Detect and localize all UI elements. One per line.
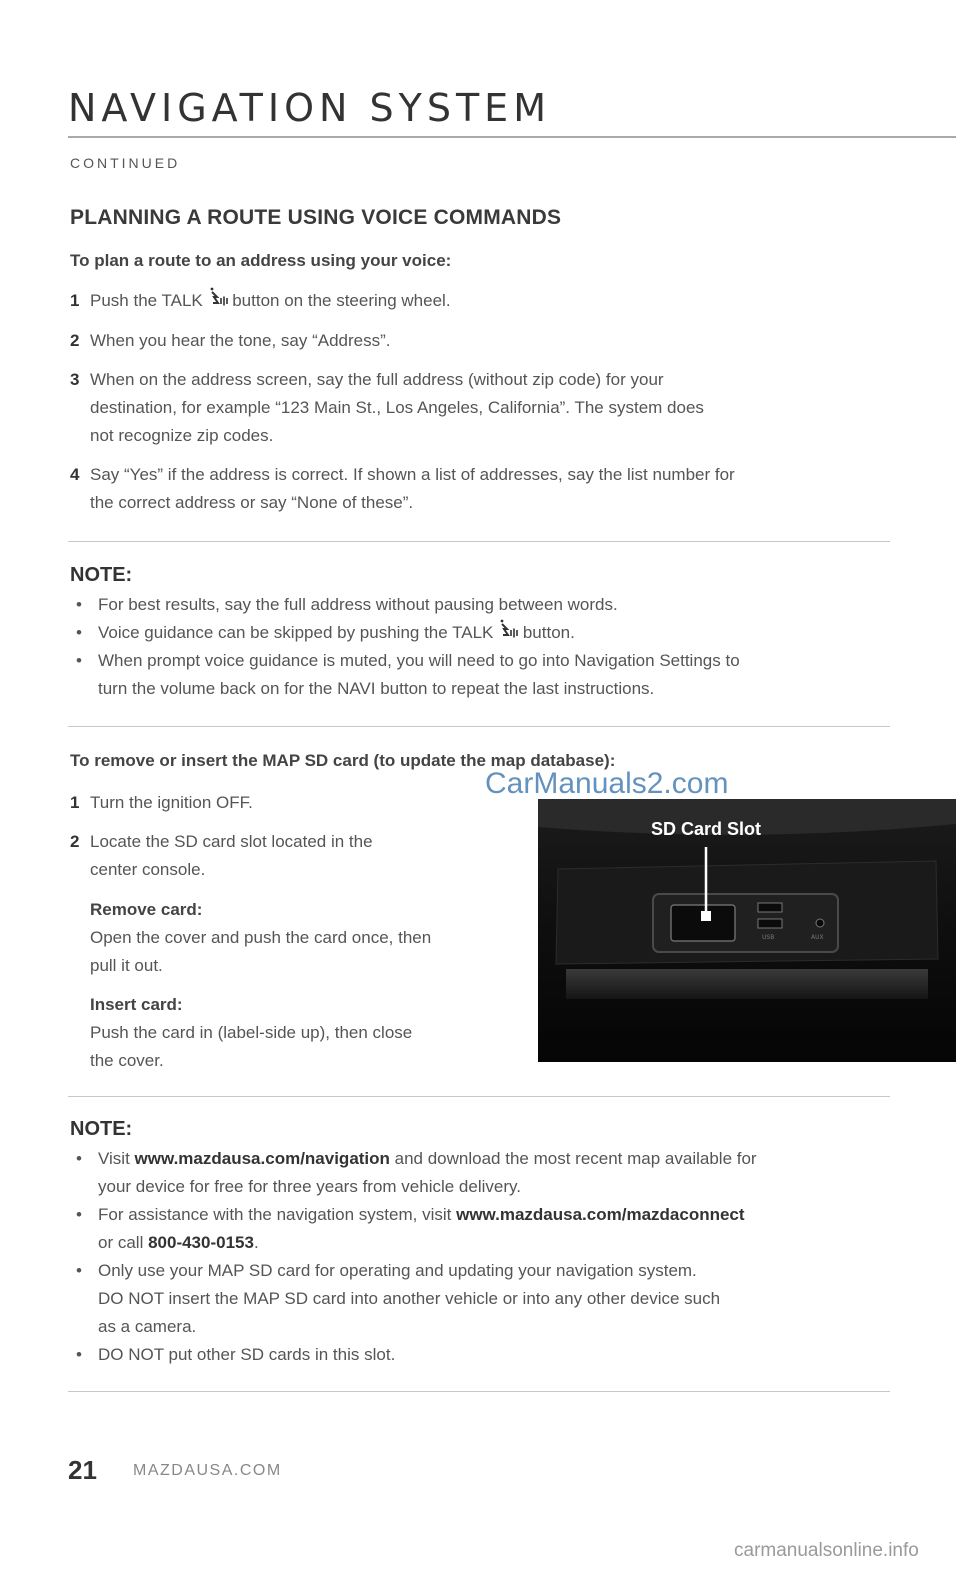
note-bullet: • For best results, say the full address without pausing between words.: [76, 591, 618, 619]
step-number: 4: [70, 465, 80, 484]
note-bullet: • DO NOT put other SD cards in this slot.: [76, 1341, 395, 1369]
usb-port-label: USB: [762, 934, 775, 941]
section-heading: PLANNING A ROUTE USING VOICE COMMANDS: [70, 206, 562, 229]
note-bullet: • Only use your MAP SD card for operating and updating your navigation system. DO NOT insert the MAP SD card into another vehicle or into any other device such as a camera.: [76, 1257, 720, 1341]
watermark-bottom: carmanualsonline.info: [734, 1540, 919, 1561]
note-heading: NOTE:: [70, 1118, 133, 1140]
insert-card-instructions: Insert card: Push the card in (label-side up), then close the cover.: [90, 991, 412, 1075]
page-title: NAVIGATION SYSTEM: [68, 86, 551, 130]
sd-card-slot-label: SD Card Slot: [650, 819, 762, 839]
step-number: 2: [70, 331, 80, 350]
bullet-icon: •: [76, 1345, 82, 1364]
note-bullet: • For assistance with the navigation system, visit www.mazdausa.com/mazdaconnect or call 800-430-0153.: [76, 1201, 745, 1257]
watermark-top: CarManuals2.com: [485, 767, 729, 800]
sdcard-intro: To remove or insert the MAP SD card (to update the map database):: [70, 751, 616, 770]
step-number: 3: [70, 370, 80, 389]
divider: [68, 541, 890, 542]
divider: [68, 726, 890, 727]
continued-label: CONTINUED: [70, 155, 181, 171]
navigation-url-link[interactable]: www.mazdausa.com/navigation: [134, 1149, 390, 1168]
sdcard-step-2: 2 Locate the SD card slot located in the center console.: [70, 828, 373, 884]
bullet-icon: •: [76, 651, 82, 670]
bullet-icon: •: [76, 1205, 82, 1224]
sdcard-step-1: 1 Turn the ignition OFF.: [70, 789, 253, 817]
talk-voice-icon: [208, 287, 228, 307]
insert-card-label: Insert card:: [90, 995, 183, 1014]
note-heading: NOTE:: [70, 564, 133, 586]
mazdaconnect-url-link[interactable]: www.mazdausa.com/mazdaconnect: [456, 1205, 745, 1224]
note-bullet: • Visit www.mazdausa.com/navigation and download the most recent map available for your device for free for three years from vehicle delivery.: [76, 1145, 757, 1201]
callout-marker: [701, 911, 711, 921]
phone-number[interactable]: 800-430-0153: [148, 1233, 254, 1252]
aux-port-label: AUX: [811, 934, 824, 941]
voice-intro: To plan a route to an address using your voice:: [70, 251, 452, 270]
remove-card-label: Remove card:: [90, 900, 203, 919]
sd-card-slot-photo: [538, 799, 956, 1062]
bullet-icon: •: [76, 623, 82, 642]
voice-step-3: 3 When on the address screen, say the full address (without zip code) for your destination, for example “123 Main St., Los Angeles, California”. The system does not recognize zip codes.: [70, 366, 704, 450]
bullet-icon: •: [76, 1261, 82, 1280]
divider: [68, 1096, 890, 1097]
note-bullet: • Voice guidance can be skipped by pushing the TALK button.: [76, 619, 575, 647]
voice-step-1: 1 Push the TALK button on the steering wheel.: [70, 287, 451, 315]
note-bullet: • When prompt voice guidance is muted, you will need to go into Navigation Settings to turn the volume back on for the NAVI button to repeat the last instructions.: [76, 647, 740, 703]
voice-step-2: 2 When you hear the tone, say “Address”.: [70, 327, 391, 355]
bullet-icon: •: [76, 1149, 82, 1168]
footer-website: MAZDAUSA.COM: [133, 1462, 282, 1479]
talk-voice-icon: [498, 619, 518, 639]
remove-card-instructions: Remove card: Open the cover and push the card once, then pull it out.: [90, 896, 431, 980]
title-divider: [68, 136, 956, 138]
bullet-icon: •: [76, 595, 82, 614]
divider: [68, 1391, 890, 1392]
voice-step-4: 4 Say “Yes” if the address is correct. If shown a list of addresses, say the list number for the correct address or say “None of these”.: [70, 461, 735, 517]
step-number: 2: [70, 832, 80, 851]
page-number: 21: [68, 1455, 97, 1485]
step-number: 1: [70, 291, 80, 310]
step-number: 1: [70, 793, 80, 812]
